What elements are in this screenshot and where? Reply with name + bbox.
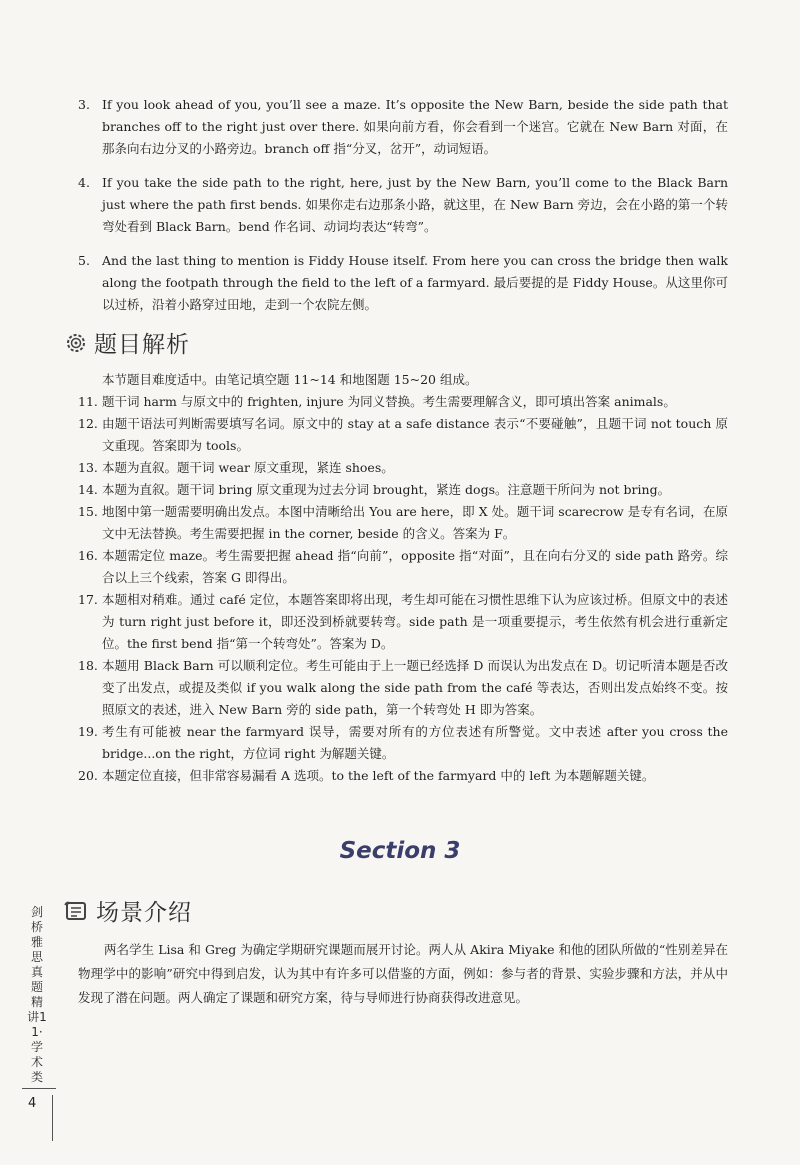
item-number: 4. [78,175,90,190]
list-item [78,501,728,545]
scene-heading [62,894,192,927]
item-number: 13. [78,460,98,475]
item-text: 本题为直叙。题干词 wear 原文重现，紧连 shoes。 [102,460,394,475]
analysis-section [78,369,728,787]
list-item [78,172,728,238]
gear-icon [64,331,88,355]
list-item [78,94,728,160]
item-text: 本题定位直接，但非常容易漏看 A 选项。to the left of the farmyard 中的 left 为本题解题关键。 [102,768,655,783]
list-item [78,589,728,655]
list-item [78,457,728,479]
page-number-vertical-rule [52,1095,53,1141]
item-number: 19. [78,724,98,739]
item-text: 由题干语法可判断需要填写名词。原文中的 stay at a safe distance 表示“不要碰触”，且题干词 not touch 原文重现。答案即为 tools。 [102,416,728,453]
item-number: 12. [78,416,98,431]
section-title [0,838,800,864]
item-number: 15. [78,504,98,519]
page-number-divider [22,1088,56,1089]
item-text: 本题为直叙。题干词 bring 原文重现为过去分词 brought，紧连 dogs。注意题干所问为 not bring。 [102,482,671,497]
list-item [78,765,728,787]
section-title-text: Section 3 [339,838,461,864]
scene-paragraph: 两名学生 Lisa 和 Greg 为确定学期研究课题而展开讨论。两人从 Akira Miyake 和他的团队所做的“性别差异在物理学中的影响”研究中得到启发，认为其中有许多可以借鉴的方面，例如：参与者的背景、实验步骤和方法，并从中发现了潜在问题。两人确定了课题和研究方案，待与导师进行协商获得改进意见。 [78,942,728,1005]
item-text: 题干词 harm 与原文中的 frighten, injure 为同义替换。考生需要理解含义，即可填出答案 animals。 [102,394,676,409]
list-item [78,391,728,413]
list-item [78,721,728,765]
analysis-heading [64,326,190,359]
analysis-heading-text: 题目解析 [94,332,190,358]
item-text: If you take the side path to the right, here, just by the New Barn, you’ll come to the Black Barn just where the path first bends. 如果你走右边那条小路，就这里，在 New Barn 旁边，会在小路的第一个转弯处看到 Black Barn。bend 作名词、动词均表达“转弯”。 [102,175,728,234]
page-number: 4 [28,1096,37,1111]
analysis-intro: 本节题目难度适中。由笔记填空题 11~14 和地图题 15~20 组成。 [102,372,478,387]
answer-explanations-list [78,94,728,328]
running-side-label: 剑桥雅思真题精讲11·学术类 [27,905,47,1084]
list-item [78,250,728,316]
list-item [78,479,728,501]
list-item [78,545,728,589]
item-text: 地图中第一题需要明确出发点。本图中清晰给出 You are here，即 X 处。题干词 scarecrow 是专有名词，在原文中无法替换。考生需要把握 in the corner, beside 的含义。答案为 F。 [102,504,728,541]
item-text: 考生有可能被 near the farmyard 误导，需要对所有的方位表述有所警觉。文中表述 after you cross the bridge...on the right，方位词 right 为解题关键。 [102,724,728,761]
item-text: 本题需定位 maze。考生需要把握 ahead 指“向前”，opposite 指“对面”，且在向右分叉的 side path 路旁。综合以上三个线索，答案 G 即得出。 [102,548,728,585]
item-number: 17. [78,592,98,607]
item-number: 20. [78,768,98,783]
list-item [78,655,728,721]
item-text: 本题用 Black Barn 可以顺利定位。考生可能由于上一题已经选择 D 而误认为出发点在 D。切记听清本题是否改变了出发点，或提及类似 if you walk along the side path from the café 等表达，否则出发点始终不变。按照原文的表述，进入 New Barn 旁的 side path，第一个转弯处 H 即为答案。 [102,658,728,717]
item-text: If you look ahead of you, you’ll see a maze. It’s opposite the New Barn, beside the side path that branches off to the right just over there. 如果向前方看，你会看到一个迷宫。它就在 New Barn 对面，在那条向右边分叉的小路旁边。branch off 指“分叉，岔开”，动词短语。 [102,97,728,156]
item-number: 16. [78,548,98,563]
item-number: 18. [78,658,98,673]
list-item [78,413,728,457]
item-text: 本题相对稍难。通过 café 定位，本题答案即将出现，考生却可能在习惯性思维下认为应该过桥。但原文中的表述为 turn right just before it，即还没到桥就要转弯。side path 是一项重要提示，考生依然有机会进行重新定位。the first bend 指“第一个转弯处”。答案为 D。 [102,592,728,651]
item-number: 5. [78,253,90,268]
scroll-icon [62,897,90,925]
item-number: 14. [78,482,98,497]
item-text: And the last thing to mention is Fiddy House itself. From here you can cross the bridge then walk along the footpath through the field to the left of a farmyard. 最后要提的是 Fiddy House。从这里你可以过桥，沿着小路穿过田地，走到一个农院左侧。 [102,253,728,312]
item-number: 3. [78,97,90,112]
scene-heading-text: 场景介绍 [96,900,192,926]
item-number: 11. [78,394,98,409]
